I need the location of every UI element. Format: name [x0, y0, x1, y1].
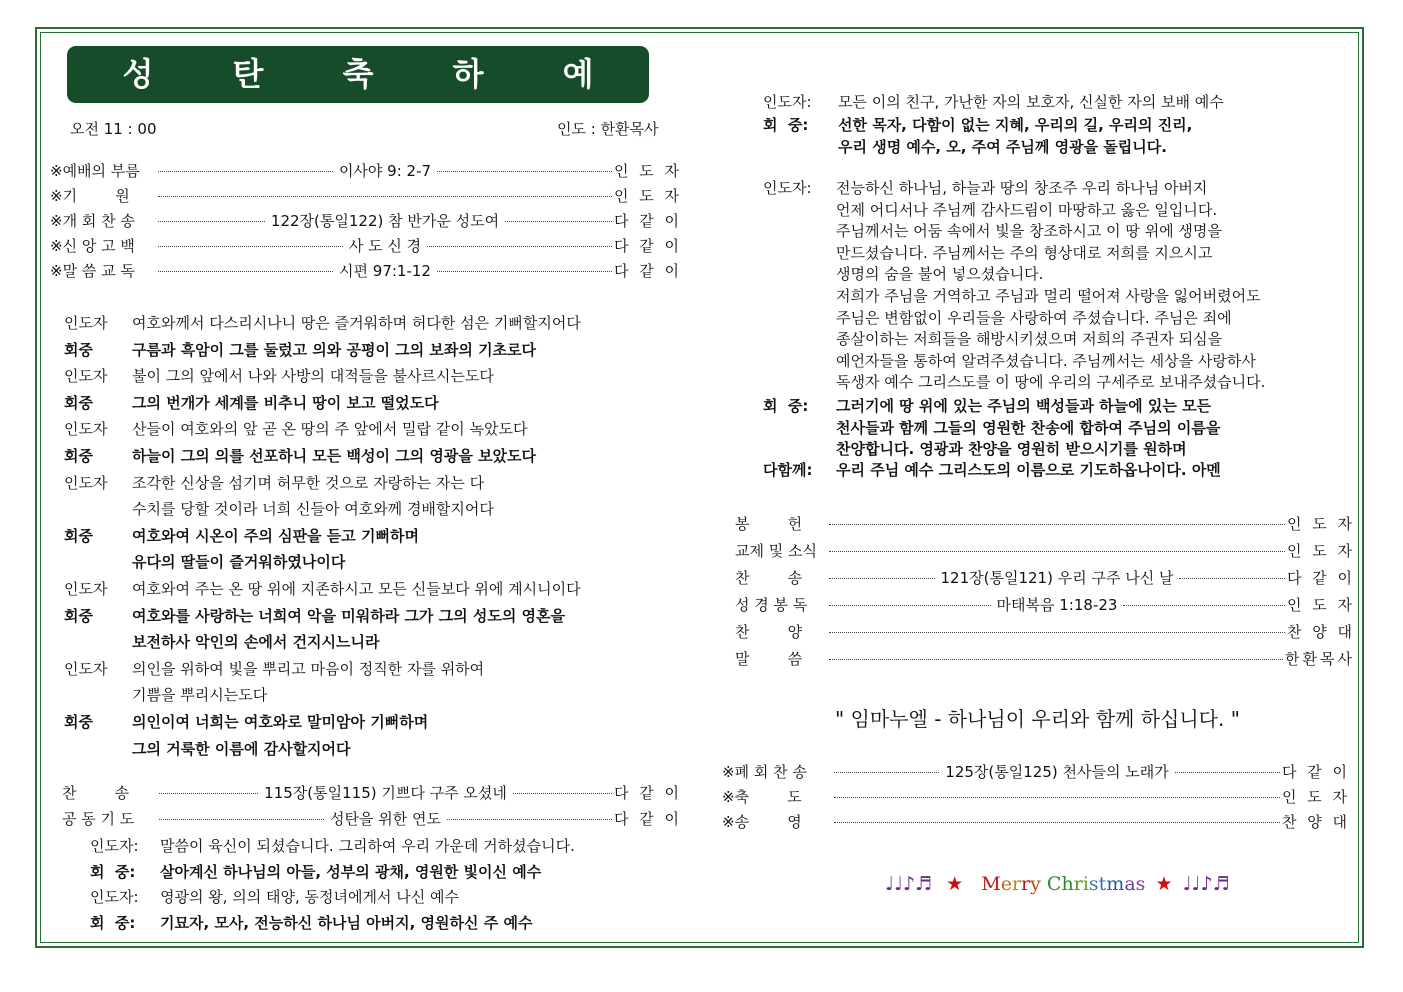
order-row [735, 541, 1355, 561]
star-left-icon: ★ [946, 873, 964, 895]
leader-dots [829, 631, 1285, 633]
reading-line: 기쁨을 뿌리시는도다 [132, 686, 268, 705]
order-label: 말 씀 [735, 650, 803, 668]
merry-letter: h [1061, 873, 1074, 895]
reading-line: 그의 번개가 세계를 비추니 땅이 보고 떨었도다 [132, 393, 439, 412]
leader-dots [159, 792, 258, 794]
prayer-line: 저희가 주님을 거역하고 주님과 멀리 떨어져 사랑을 잃어버렸어도 [836, 287, 1261, 305]
congregation-line: 찬양합니다. 영광과 찬양을 영원히 받으시기를 원하며 [836, 440, 1187, 458]
order-row [735, 595, 1355, 615]
leader-dots [834, 821, 1280, 823]
reading-line: 산들이 여호와의 앞 곧 온 땅의 주 앞에서 밀랍 같이 녹았도다 [132, 420, 528, 439]
speaker-label: 인도자 [64, 314, 108, 332]
page-title: 성 탄 축 하 예 배 [67, 46, 649, 103]
music-notes-left-icon: ♩♩♪♬ [885, 873, 933, 895]
reading-line: 유다의 딸들이 즐거워하였나이다 [132, 553, 346, 572]
leader-dots [159, 818, 324, 820]
speaker-label: 회중 [64, 606, 93, 625]
merry-letter: t [1098, 873, 1107, 895]
order-label: 성 경 봉 독 [735, 596, 808, 614]
order-row [62, 783, 682, 803]
order-responsible: 인 도 자 [613, 187, 682, 205]
speaker-label: 인도자 [64, 659, 108, 678]
merry-letter: i [1082, 873, 1089, 895]
prayer-line: 주님께서는 어둠 속에서 빛을 창조하시고 이 땅 위에 생명을 [836, 222, 1222, 241]
leader-dots [158, 270, 333, 272]
order-responsible: 다 같 이 [1286, 569, 1355, 587]
speaker-label: 회중 [64, 713, 93, 731]
reading-line: 모든 이의 친구, 가난한 자의 보호자, 신실한 자의 보배 예수 [838, 93, 1224, 111]
order-row [735, 622, 1355, 642]
reading-line: 여호와여 주는 온 땅 위에 지존하시고 모든 신들보다 위에 계시니이다 [132, 580, 581, 598]
leader-dots [834, 771, 939, 773]
speaker-label: 인도자: [90, 888, 139, 906]
leader-dots [427, 245, 612, 247]
speaker-label: 다함께: [763, 461, 813, 479]
reading-line: 의인이여 너희는 여호와로 말미암아 기뻐하며 [132, 713, 429, 731]
order-row [50, 236, 682, 256]
speaker-label: 회중 [64, 393, 93, 412]
merry-letter: r [1021, 873, 1031, 895]
prayer-line: 예언자들을 통하여 알려주셨습니다. 주님께서는 세상을 사랑하사 [836, 351, 1256, 370]
speaker-label: 인도자 [64, 473, 108, 492]
prayer-line: 언제 어디서나 주님께 감사드림이 마땅하고 옳은 일입니다. [836, 200, 1218, 219]
speaker-label: 회 중: [90, 862, 136, 881]
star-right-icon: ★ [1155, 873, 1173, 895]
order-row [50, 161, 682, 181]
prayer-line: 종살이하는 저희들을 해방시키셨으며 저희의 주권자 되심을 [836, 330, 1223, 349]
order-label: ※기 원 [50, 187, 130, 205]
prayer-line: 독생자 예수 그리스도를 이 땅에 우리의 구세주로 보내주셨습니다. [836, 373, 1266, 392]
order-label: 교제 및 소식 [735, 542, 817, 560]
order-row [50, 211, 682, 231]
merry-letter: s [1135, 873, 1146, 895]
reading-line: 그의 거룩한 이름에 감사할지어다 [132, 739, 351, 758]
order-item: 122장(통일122) 참 반가운 성도여 [270, 212, 500, 230]
order-row [735, 649, 1355, 669]
merry-letter: e [1000, 873, 1012, 895]
order-label: 찬 양 [735, 623, 803, 641]
speaker-label: 인도자 [64, 367, 108, 386]
merry-christmas-text [981, 873, 1145, 895]
speaker-label: 인도자 [64, 580, 108, 598]
reading-line: 선한 목자, 다함이 없는 지혜, 우리의 길, 우리의 진리, [838, 115, 1193, 134]
leader-dots [158, 170, 333, 172]
reading-line: 여호와를 사랑하는 너희여 악을 미워하라 그가 그의 성도의 영혼을 [132, 606, 566, 625]
speaker-label: 인도자 [64, 420, 108, 439]
order-row [62, 809, 682, 829]
order-responsible: 인 도 자 [1286, 542, 1355, 560]
merry-letter: y [1030, 873, 1041, 895]
speaker-label: 회 중: [763, 397, 809, 415]
speaker-label: 회 중: [90, 913, 136, 932]
order-item: 121장(통일121) 우리 구주 나신 날 [940, 569, 1174, 587]
speaker-label: 인도자: [763, 179, 812, 197]
leader-dots [1175, 771, 1280, 773]
reading-line: 우리 생명 예수, 오, 주여 주님께 영광을 돌립니다. [838, 138, 1167, 156]
merry-letter: a [1124, 873, 1136, 895]
order-row [722, 787, 1350, 807]
order-label: 봉 헌 [735, 515, 803, 533]
speaker-label: 회중 [64, 526, 93, 545]
reading-line: 말씀이 육신이 되셨습니다. 그리하여 우리 가운데 거하셨습니다. [160, 837, 575, 855]
immanuel-quote: " 임마누엘 - 하나님이 우리와 함께 하십니다. " [835, 707, 1240, 731]
merry-christmas-banner [885, 873, 1230, 895]
speaker-label: 인도자: [763, 93, 812, 111]
merry-letter: M [981, 873, 1001, 895]
order-item: 마태복음 1:18-23 [996, 596, 1118, 614]
order-responsible: 인 도 자 [1281, 788, 1350, 806]
leader-dots [829, 523, 1285, 525]
leader-dots [829, 604, 991, 606]
reading-line: 여호와여 시온이 주의 심판을 듣고 기뻐하며 [132, 526, 419, 545]
reading-line: 조각한 신상을 섬기며 허무한 것으로 자랑하는 자는 다 [132, 473, 485, 492]
order-row [722, 762, 1350, 782]
reading-line: 살아계신 하나님의 아들, 성부의 광채, 영원한 빛이신 예수 [160, 862, 542, 881]
reading-line: 구름과 흑암이 그를 둘렀고 의와 공평이 그의 보좌의 기초로다 [132, 340, 537, 359]
order-responsible: 다 같 이 [613, 212, 682, 230]
order-responsible: 한환목사 [1285, 650, 1355, 668]
order-responsible: 찬 양 대 [1286, 623, 1355, 641]
order-label: 공 동 기 도 [62, 810, 135, 828]
reading-line: 하늘이 그의 의를 선포하니 모든 백성이 그의 영광을 보았도다 [132, 447, 537, 465]
prayer-line: 주님은 변함없이 우리들을 사랑하여 주셨습니다. 주님은 죄에 [836, 308, 1232, 327]
reading-line: 여호와께서 다스리시나니 땅은 즐거워하며 허다한 섬은 기뻐할지어다 [132, 314, 581, 332]
order-responsible: 인 도 자 [1286, 596, 1355, 614]
order-item: 115장(통일115) 기쁘다 구주 오셨네 [264, 784, 507, 802]
service-leader: 인도 : 한환목사 [557, 120, 659, 138]
service-time: 오전 11 : 00 [70, 120, 157, 138]
merry-letter: r [1011, 873, 1022, 895]
order-responsible: 다 같 이 [614, 810, 683, 828]
order-responsible: 다 같 이 [614, 262, 683, 280]
order-responsible: 찬 양 대 [1281, 813, 1350, 831]
congregation-line: 그러기에 땅 위에 있는 주님의 백성들과 하늘에 있는 모든 [836, 397, 1212, 415]
order-label: ※말 씀 교 독 [50, 262, 135, 280]
order-label: ※개 회 찬 송 [50, 212, 135, 230]
prayer-line: 생명의 숨을 불어 넣으셨습니다. [836, 265, 1044, 284]
leader-dots [447, 818, 612, 820]
order-label: 찬 송 [735, 569, 803, 587]
prayer-line: 전능하신 하나님, 하늘과 땅의 창조주 우리 하나님 아버지 [836, 179, 1208, 197]
music-notes-right-icon: ♩♩♪♬ [1182, 873, 1230, 895]
order-item: 시편 97:1-12 [339, 262, 431, 280]
leader-dots [1123, 604, 1285, 606]
speaker-label: 회중 [64, 340, 93, 359]
order-label: ※예배의 부름 [50, 162, 140, 180]
order-label: ※송 영 [722, 813, 802, 831]
order-responsible: 다 같 이 [1282, 763, 1351, 781]
leader-dots [829, 658, 1283, 660]
leader-dots [505, 220, 612, 222]
speaker-label: 회중 [64, 447, 93, 465]
reading-line: 영광의 왕, 의의 태양, 동정녀에게서 나신 예수 [160, 888, 459, 906]
order-label: ※축 도 [722, 788, 802, 806]
leader-dots [158, 220, 265, 222]
reading-line: 의인을 위하여 빛을 뿌리고 마음이 정직한 자를 위하여 [132, 659, 485, 678]
order-label: ※폐 회 찬 송 [722, 763, 807, 781]
order-responsible: 인 도 자 [1286, 515, 1355, 533]
order-item: 사 도 신 경 [348, 237, 422, 255]
leader-dots [513, 792, 612, 794]
prayer-line: 만드셨습니다. 주님께서는 주의 형상대로 저희를 지으시고 [836, 243, 1213, 262]
merry-letter: s [1088, 873, 1099, 895]
all-together-line: 우리 주님 예수 그리스도의 이름으로 기도하옵나이다. 아멘 [836, 461, 1221, 479]
merry-letter: r [1073, 873, 1083, 895]
order-item: 125장(통일125) 천사들의 노래가 [945, 763, 1169, 781]
order-row [50, 261, 682, 281]
order-item: 성탄을 위한 연도 [330, 810, 441, 828]
order-row [50, 186, 682, 206]
order-item: 이사야 9: 2-7 [338, 162, 432, 180]
order-responsible: 다 같 이 [613, 237, 682, 255]
leader-dots [829, 577, 935, 579]
reading-line: 기묘자, 모사, 전능하신 하나님 아버지, 영원하신 주 예수 [160, 913, 533, 932]
speaker-label: 인도자: [90, 837, 139, 855]
reading-line: 수치를 당할 것이라 너희 신들아 여호와께 경배할지어다 [132, 500, 494, 519]
order-responsible: 다 같 이 [613, 784, 682, 802]
leader-dots [158, 195, 612, 197]
order-responsible: 인 도 자 [613, 162, 682, 180]
reading-line: 보전하사 악인의 손에서 건지시느니라 [132, 633, 380, 652]
leader-dots [1179, 577, 1285, 579]
leader-dots [437, 170, 612, 172]
leader-dots [834, 796, 1280, 798]
reading-line: 불이 그의 앞에서 나와 사방의 대적들을 불사르시는도다 [132, 367, 494, 386]
leader-dots [437, 270, 612, 272]
leader-dots [829, 550, 1285, 552]
merry-letter: C [1046, 873, 1062, 895]
order-row [735, 514, 1355, 534]
speaker-label: 회 중: [763, 115, 809, 134]
order-label: 찬 송 [62, 784, 130, 802]
order-row [722, 812, 1350, 832]
congregation-line: 천사들과 함께 그들의 영원한 찬송에 합하여 주님의 이름을 [836, 418, 1221, 437]
order-label: ※신 앙 고 백 [50, 237, 135, 255]
order-row [735, 568, 1355, 588]
merry-letter: m [1106, 873, 1125, 895]
leader-dots [158, 245, 343, 247]
